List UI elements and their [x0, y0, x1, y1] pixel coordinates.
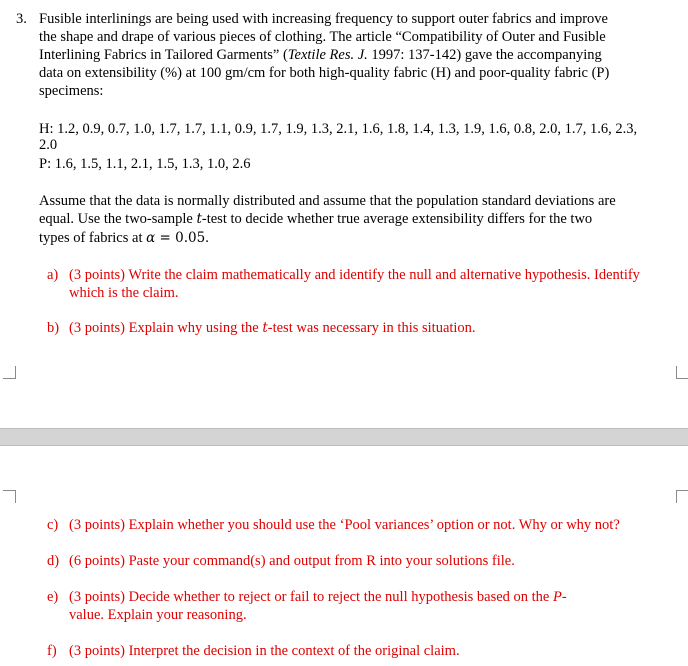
assume-line-1: Assume that the data is normally distributed and assume that the population standard deviations are — [39, 193, 616, 209]
intro-line-3-text: Interlining Fabrics in Tailored Garments” ( — [39, 47, 288, 63]
part-d-text: (6 points) Paste your command(s) and output from R into your solutions file. — [69, 553, 515, 569]
citation-tail: 1997: 137-142) gave the accompanying — [367, 47, 602, 63]
part-a-line-2: which is the claim. — [69, 285, 179, 301]
alpha-value: = 0.05 — [155, 230, 206, 246]
p-symbol: P — [553, 589, 562, 605]
data-p-line: P: 1.6, 1.5, 1.1, 2.1, 1.5, 1.3, 1.0, 2.6 — [39, 156, 251, 172]
margin-corner-top-left — [3, 490, 16, 503]
part-b-label: b) — [47, 320, 60, 336]
page-break-gap — [0, 428, 688, 446]
margin-corner-bottom-left — [3, 366, 16, 379]
part-a-label: a) — [47, 267, 59, 283]
margin-corner-bottom-right — [676, 366, 688, 379]
part-a-line-1: (3 points) Write the claim mathematically and identify the null and alternative hypothesis. Identify — [69, 267, 640, 283]
margin-corner-top-right — [676, 490, 688, 503]
part-c-label: c) — [47, 517, 59, 533]
part-e-line-1-text: (3 points) Decide whether to reject or fail to reject the null hypothesis based on the — [69, 589, 553, 605]
assume-line-3-a: types of fabrics at — [39, 230, 147, 246]
data-h-line-1: H: 1.2, 0.9, 0.7, 1.0, 1.7, 1.7, 1.1, 0.9, 1.7, 1.9, 1.3, 2.1, 1.6, 1.8, 1.4, 1.3, 1.9, 1.6, 0.8, 2.0, 1.7, 1.6, 2.3, — [39, 121, 638, 137]
part-b-text-b: -test was necessary in this situation. — [267, 320, 476, 336]
part-b-t-symbol: t — [262, 320, 268, 336]
alpha-symbol: α — [146, 230, 156, 246]
part-e-label: e) — [47, 589, 59, 605]
part-c-text: (3 points) Explain whether you should use the ‘Pool variances’ option or not. Why or why not? — [69, 517, 620, 533]
part-b-text-a: (3 points) Explain why using the — [69, 320, 263, 336]
assume-line-3 — [39, 230, 209, 247]
part-f-label: f) — [47, 643, 57, 659]
intro-line-3 — [39, 47, 602, 64]
journal-title: Textile Res. J. — [287, 47, 368, 63]
t-symbol: t — [196, 211, 202, 227]
part-e-line-1-end: - — [561, 589, 567, 605]
intro-line-2: the shape and drape of various pieces of clothing. The article “Compatibility of Outer and Fusible — [39, 29, 606, 45]
assume-line-2-a: equal. Use the two-sample — [39, 211, 197, 227]
intro-line-4: data on extensibility (%) at 100 gm/cm for both high-quality fabric (H) and poor-quality fabric (P) — [39, 65, 610, 81]
data-h-line-2: 2.0 — [39, 137, 58, 153]
part-f-text: (3 points) Interpret the decision in the context of the original claim. — [69, 643, 460, 659]
part-b-text — [69, 320, 476, 337]
assume-line-2 — [39, 211, 592, 228]
intro-line-1: Fusible interlinings are being used with increasing frequency to support outer fabrics and improve — [39, 11, 608, 27]
document-page-2 — [0, 446, 688, 666]
part-e-line-2: value. Explain your reasoning. — [69, 607, 247, 623]
assume-line-3-end: . — [205, 230, 209, 246]
intro-line-5: specimens: — [39, 83, 104, 99]
part-e-line-1 — [69, 589, 567, 606]
problem-number: 3. — [16, 11, 27, 27]
part-d-label: d) — [47, 553, 60, 569]
assume-line-2-b: -test to decide whether true average extensibility differs for the two — [201, 211, 593, 227]
